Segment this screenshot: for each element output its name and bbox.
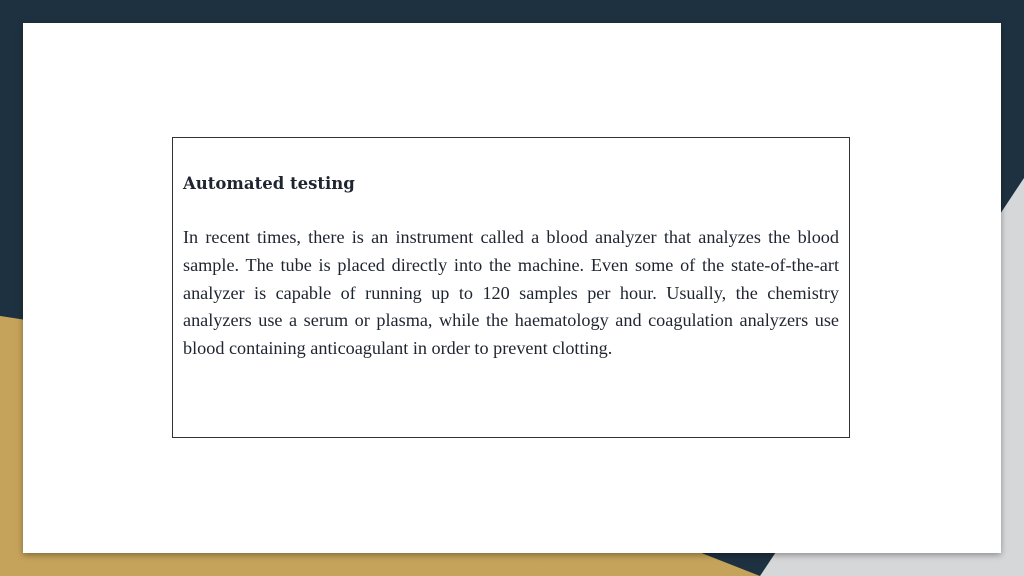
body-paragraph: In recent times, there is an instrument called a blood analyzer that analyzes the blood sample. The tube is placed directly into the machine. Even some of the state-of-the-art analyzer is capable of running up to 120 samples per hour. Usually, the chemistry analyzers use a serum or plasma, while the haematology and coagulation analyzers use blood containing anticoagulant in order to prevent clotting.: [183, 227, 839, 359]
text-box: [172, 137, 850, 438]
section-heading: Automated testing: [183, 174, 355, 193]
